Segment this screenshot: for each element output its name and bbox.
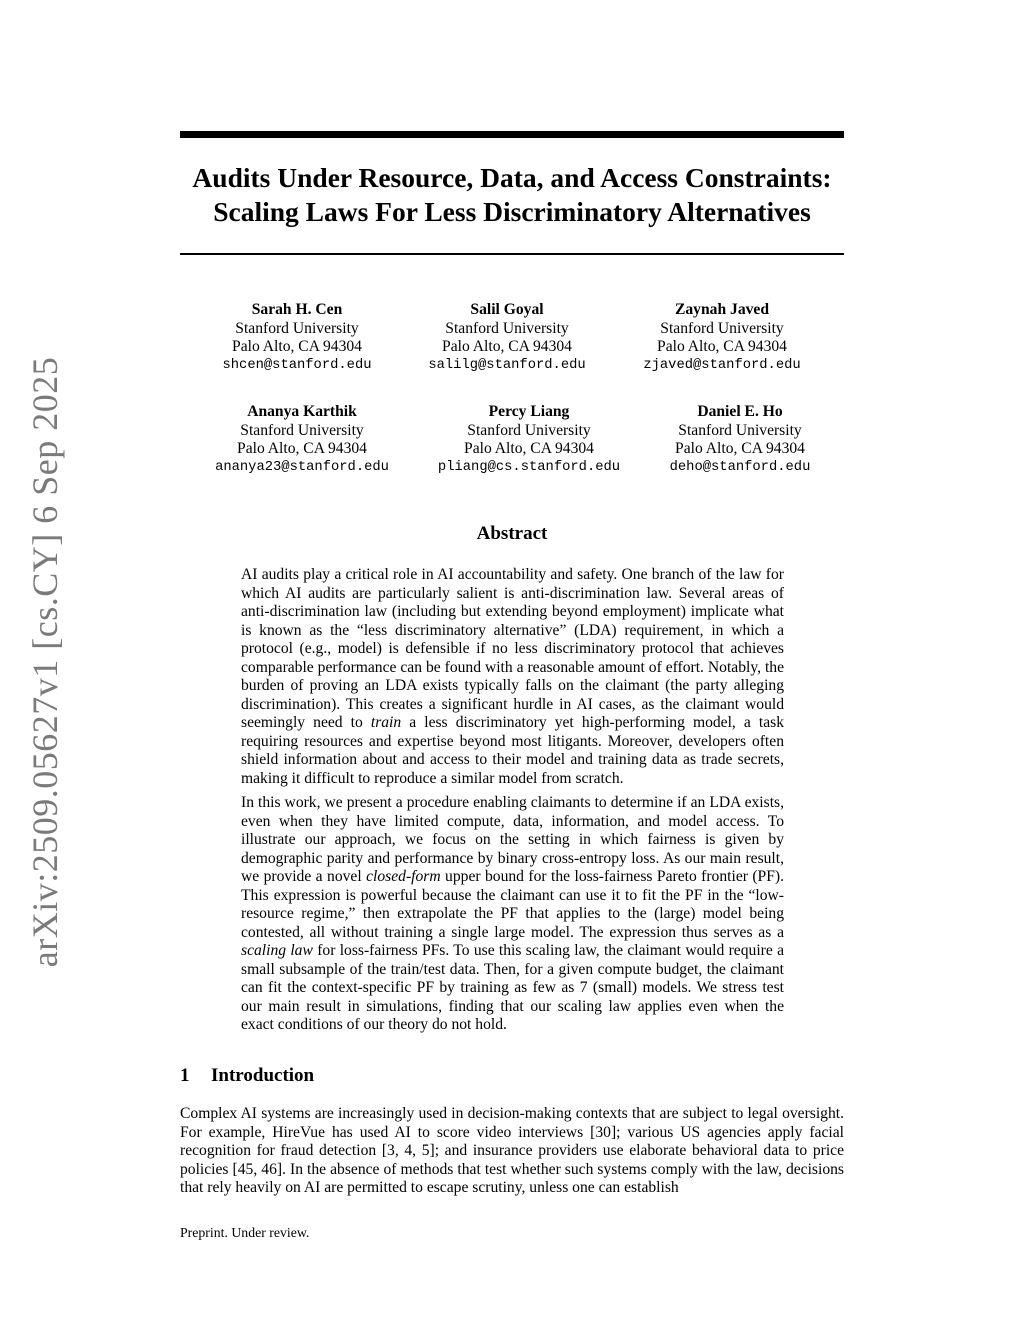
author-address: Palo Alto, CA 94304 bbox=[675, 440, 805, 457]
paper-title bbox=[180, 161, 844, 229]
author-block bbox=[622, 301, 822, 375]
author-name: Sarah H. Cen bbox=[251, 301, 343, 318]
author-affiliation: Stanford University bbox=[467, 421, 591, 439]
section-number: 1 bbox=[180, 1065, 190, 1086]
author-block bbox=[407, 301, 607, 375]
author-address: Palo Alto, CA 94304 bbox=[237, 440, 367, 457]
author-block bbox=[414, 403, 644, 477]
title-bottom-rule bbox=[180, 253, 844, 255]
author-email[interactable]: ananya23@stanford.edu bbox=[215, 459, 389, 475]
author-block bbox=[640, 403, 840, 477]
author-email[interactable]: salilg@stanford.edu bbox=[428, 357, 586, 373]
author-name: Daniel E. Ho bbox=[697, 403, 783, 420]
abstract-text: upper bound for the loss-fairness Pareto frontier (PF). This expression is powerful because the claimant can use it to fit the PF in the “low-resource regime,” then extrapolate the PF that applies to the (large) model being contested, all without training a single large model. The expression thus serves as a bbox=[241, 868, 784, 941]
author-affiliation: Stanford University bbox=[660, 319, 784, 337]
author-email[interactable]: zjaved@stanford.edu bbox=[643, 357, 801, 373]
title-top-rule bbox=[180, 131, 844, 138]
abstract-paragraph-1 bbox=[241, 566, 784, 788]
abstract-heading: Abstract bbox=[476, 523, 548, 544]
author-name: Percy Liang bbox=[488, 403, 570, 420]
author-block bbox=[197, 301, 397, 375]
arxiv-identifier: arXiv:2509.05627v1 [cs.CY] 6 Sep 2025 bbox=[25, 356, 65, 968]
author-address: Palo Alto, CA 94304 bbox=[657, 338, 787, 355]
abstract-text: In this work, we present a procedure enabling claimants to determine if an LDA exists, even when they have limited compute, data, information, and model access. To illustrate our approach, we focus on the setting in which fairness is given by demographic parity and performance by binary cross-entropy loss. As our main result, we provide a novel bbox=[241, 794, 784, 885]
author-affiliation: Stanford University bbox=[445, 319, 569, 337]
abstract-paragraph-2 bbox=[241, 794, 784, 1035]
section-heading-introduction bbox=[180, 1065, 314, 1087]
author-email[interactable]: pliang@cs.stanford.edu bbox=[437, 459, 621, 475]
footer-note: Preprint. Under review. bbox=[180, 1225, 310, 1240]
author-affiliation: Stanford University bbox=[678, 421, 802, 439]
author-address: Palo Alto, CA 94304 bbox=[442, 338, 572, 355]
abstract-text: AI audits play a critical role in AI accountability and safety. One branch of the law for which AI audits are particularly salient is anti-discrimination law. Several areas of anti-discrimination law (including but extending beyond employment) implicate what is known as the “less discriminatory alternative” (LDA) requirement, in which a protocol (e.g., model) is defensible if no less discriminatory protocol that achieves comparable performance can be found with a reasonable amount of effort. Notably, the burden of proving an LDA exists typically falls on the claimant (the party alleging discrimination). This creates a significant hurdle in AI cases, as the claimant would seemingly need to bbox=[241, 566, 784, 731]
section-title: Introduction bbox=[211, 1065, 315, 1086]
author-name: Ananya Karthik bbox=[247, 403, 357, 420]
author-name: Zaynah Javed bbox=[674, 301, 770, 318]
abstract-emphasis: closed-form bbox=[366, 868, 441, 885]
title-line-2: Scaling Laws For Less Discriminatory Alternatives bbox=[213, 196, 811, 227]
introduction-paragraph: Complex AI systems are increasingly used in decision-making contexts that are subject to legal oversight. For example, HireVue has used AI to score video interviews [30]; various US agencies apply facial recognition for fraud detection [3, 4, 5]; and insurance providers use elaborate behavioral data to price policies [45, 46]. In the absence of methods that test whether such systems comply with the law, decisions that rely heavily on AI are permitted to escape scrutiny, unless one can establish bbox=[180, 1105, 844, 1196]
abstract-emphasis: scaling law bbox=[241, 942, 313, 959]
author-email[interactable]: deho@stanford.edu bbox=[669, 459, 811, 475]
author-email[interactable]: shcen@stanford.edu bbox=[222, 357, 372, 373]
author-address: Palo Alto, CA 94304 bbox=[232, 338, 362, 355]
author-address: Palo Alto, CA 94304 bbox=[464, 440, 594, 457]
author-name: Salil Goyal bbox=[470, 301, 544, 318]
title-line-1: Audits Under Resource, Data, and Access Constraints: bbox=[192, 162, 832, 193]
abstract-emphasis: train bbox=[370, 714, 402, 731]
author-affiliation: Stanford University bbox=[235, 319, 359, 337]
abstract-text: for loss-fairness PFs. To use this scaling law, the claimant would require a small subsample of the train/test data. Then, for a given compute budget, the claimant can fit the context-specific PF by training as few as 7 (small) models. We stress test our main result in simulations, finding that our scaling law applies even when the exact conditions of our theory do not hold. bbox=[241, 942, 784, 1033]
author-block bbox=[192, 403, 412, 477]
abstract-text: a less discriminatory yet high-performing model, a task requiring resources and expertise beyond most litigants. Moreover, developers often shield information about and access to their model and training data as trade secrets, making it difficult to reproduce a similar model from scratch. bbox=[241, 714, 784, 787]
author-affiliation: Stanford University bbox=[240, 421, 364, 439]
